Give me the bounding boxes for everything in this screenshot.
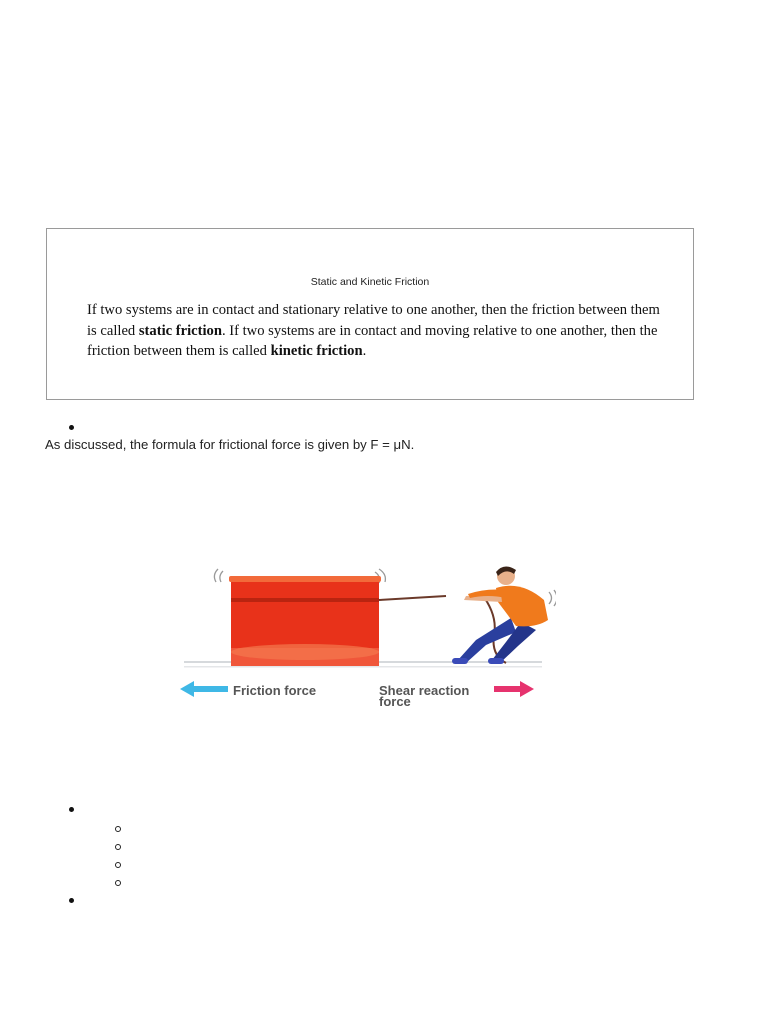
red-block-highlight — [231, 644, 379, 660]
bullet-marker — [69, 807, 74, 812]
motion-mark-icon — [554, 590, 556, 606]
friction-illustration — [176, 560, 556, 720]
term-kinetic-friction: kinetic friction — [270, 343, 363, 359]
friction-force-label: Friction force — [233, 683, 317, 698]
person-shoe — [488, 658, 504, 664]
definition-sentence-end: . — [362, 343, 367, 359]
term-static-friction: static friction — [138, 322, 222, 339]
formula-text: As discussed, the formula for frictional force is given by F = μN. — [45, 437, 415, 452]
ground-line — [184, 666, 542, 668]
definition-sentence-part: . If two systems are in contact and moving relative to one another, then the friction between them is called — [87, 322, 658, 359]
shear-arrow-icon — [494, 681, 534, 697]
sub-bullet-marker — [115, 880, 121, 886]
rope — [379, 596, 446, 600]
definition-box — [46, 228, 694, 400]
friction-arrow-icon — [180, 681, 228, 697]
sub-bullet-marker — [115, 862, 121, 868]
person-shoe — [452, 658, 468, 664]
sub-bullet-marker — [115, 844, 121, 850]
shear-reaction-label-line2: force — [379, 694, 411, 709]
motion-mark-icon — [214, 569, 218, 582]
red-block-top — [229, 576, 381, 582]
definition-title: Static and Kinetic Friction — [310, 276, 430, 288]
bullet-marker — [69, 425, 74, 430]
motion-mark-icon — [220, 571, 223, 582]
shear-reaction-label-line1: Shear reaction — [379, 683, 470, 698]
motion-mark-icon — [549, 592, 552, 604]
red-block-stripe — [231, 598, 379, 602]
definition-sentence-part: If two systems are in contact and stationary relative to one another, then the friction between them is called — [87, 302, 660, 339]
bullet-marker — [69, 898, 74, 903]
definition-text — [87, 300, 667, 362]
sub-bullet-marker — [115, 826, 121, 832]
